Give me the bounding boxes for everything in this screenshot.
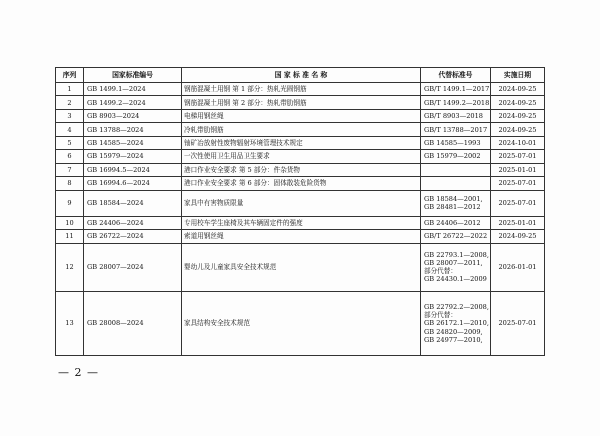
row-replaced-standard [421,96,491,109]
table-row [56,123,545,136]
row-replaced-standard [421,291,491,355]
row-serial: 9 [56,190,84,216]
header-replaced-standard: 代替标准号 [421,68,491,83]
row-standard-name: 电梯用钢丝绳 [182,109,421,122]
row-standard-name: 一次性使用卫生用品卫生要求 [182,150,421,163]
replaced-standard-line: GB/T 26722—2022 [424,232,488,241]
row-serial: 13 [56,291,84,355]
table-row [56,243,545,291]
row-implementation-date: 2024-09-25 [491,109,545,122]
row-standard-code: GB 1499.2—2024 [84,96,182,109]
standards-table [55,67,545,356]
table-row [56,109,545,122]
row-serial: 2 [56,96,84,109]
replaced-standard-line: 部分代替： [424,311,457,320]
row-standard-name: 索道用钢丝绳 [182,230,421,243]
table-row [56,230,545,243]
row-standard-code: GB 18584—2024 [84,190,182,216]
row-replaced-standard [421,150,491,163]
row-standard-code: GB 14585—2024 [84,136,182,149]
table-row [56,96,545,109]
row-replaced-standard [421,243,491,291]
row-implementation-date: 2025-01-01 [491,216,545,229]
table-row [56,136,545,149]
replaced-standard-line: GB/T 1499.1—2017 [424,85,490,94]
row-serial: 1 [56,83,84,96]
row-implementation-date: 2025-01-01 [491,163,545,176]
row-replaced-standard [421,177,491,190]
row-standard-name: 家具结构安全技术规范 [182,291,421,355]
row-implementation-date: 2024-09-25 [491,230,545,243]
header-standard-code: 国家标准编号 [84,68,182,83]
row-implementation-date: 2024-09-25 [491,123,545,136]
row-implementation-date: 2025-07-01 [491,150,545,163]
replaced-standard-line: GB 24977—2010, [424,335,483,344]
replaced-standard-line: GB 24406—2012 [424,218,481,227]
row-standard-code: GB 15979—2024 [84,150,182,163]
row-standard-code: GB 16994.6—2024 [84,177,182,190]
row-standard-name: 港口作业安全要求 第 6 部分：固体散装危险货物 [182,177,421,190]
row-standard-code: GB 24406—2024 [84,216,182,229]
row-standard-name: 家具中有害物质限量 [182,190,421,216]
table-row [56,163,545,176]
table-row [56,177,545,190]
row-replaced-standard [421,230,491,243]
row-implementation-date: 2024-09-25 [491,96,545,109]
table-row [56,83,545,96]
row-replaced-standard [421,83,491,96]
table-row [56,291,545,355]
row-serial: 10 [56,216,84,229]
row-standard-code: GB 13788—2024 [84,123,182,136]
replaced-standard-line: GB 28007—2011, [424,258,483,267]
replaced-standard-line: 部分代替： [424,267,457,276]
row-serial: 5 [56,136,84,149]
row-implementation-date: 2025-07-01 [491,190,545,216]
row-standard-code: GB 28007—2024 [84,243,182,291]
row-standard-name: 冷轧带肋钢筋 [182,123,421,136]
header-implementation-date: 实施日期 [491,68,545,83]
row-standard-name: 专用校车学生座椅及其车辆固定件的强度 [182,216,421,229]
replaced-standard-line: GB 24820—2009, [424,327,483,336]
row-serial: 11 [56,230,84,243]
table-body [56,83,545,356]
row-serial: 6 [56,150,84,163]
row-implementation-date: 2024-10-01 [491,136,545,149]
header-serial: 序列 [56,68,84,83]
row-replaced-standard [421,163,491,176]
replaced-standard-line: GB 22792.2—2008, [424,302,489,311]
row-standard-name: 铀矿冶放射性废物辐射环境管理技术规定 [182,136,421,149]
replaced-standard-line: GB 15979—2002 [424,152,481,161]
row-standard-name: 钢筋混凝土用钢 第 1 部分：热轧光圆钢筋 [182,83,421,96]
row-standard-code: GB 28008—2024 [84,291,182,355]
row-implementation-date: 2025-07-01 [491,291,545,355]
row-standard-code: GB 8903—2024 [84,109,182,122]
replaced-standard-line: GB 14585—1993 [424,138,481,147]
replaced-standard-line: GB 28481—2012 [424,203,481,212]
row-standard-name: 钢筋混凝土用钢 第 2 部分：热轧带肋钢筋 [182,96,421,109]
replaced-standard-line: GB 26172.1—2010, [424,319,489,328]
replaced-standard-line: GB 24430.1—2009 [424,275,487,284]
row-serial: 4 [56,123,84,136]
row-implementation-date: 2026-01-01 [491,243,545,291]
replaced-standard-line: GB/T 1499.2—2018 [424,98,490,107]
replaced-standard-line: GB 18584—2001, [424,194,483,203]
row-serial: 8 [56,177,84,190]
table-row [56,190,545,216]
row-implementation-date: 2024-09-25 [491,83,545,96]
replaced-standard-line: GB/T 13788—2017 [424,125,488,134]
table-row [56,216,545,229]
row-standard-name: 港口作业安全要求 第 5 部分：件杂货物 [182,163,421,176]
row-replaced-standard [421,190,491,216]
row-serial: 7 [56,163,84,176]
row-replaced-standard [421,109,491,122]
table-header-row [56,68,545,83]
row-standard-code: GB 1499.1—2024 [84,83,182,96]
table-row [56,150,545,163]
row-implementation-date: 2025-07-01 [491,177,545,190]
row-standard-code: GB 26722—2024 [84,230,182,243]
row-standard-name: 婴幼儿及儿童家具安全技术规范 [182,243,421,291]
row-serial: 3 [56,109,84,122]
row-replaced-standard [421,123,491,136]
row-serial: 12 [56,243,84,291]
row-replaced-standard [421,216,491,229]
page-number: — 2 — [58,366,99,379]
row-replaced-standard [421,136,491,149]
header-standard-name: 国 家 标 准 名 称 [182,68,421,83]
row-standard-code: GB 16994.5—2024 [84,163,182,176]
replaced-standard-line: GB 22793.1—2008, [424,250,489,259]
replaced-standard-line: GB/T 8903—2018 [424,112,483,121]
